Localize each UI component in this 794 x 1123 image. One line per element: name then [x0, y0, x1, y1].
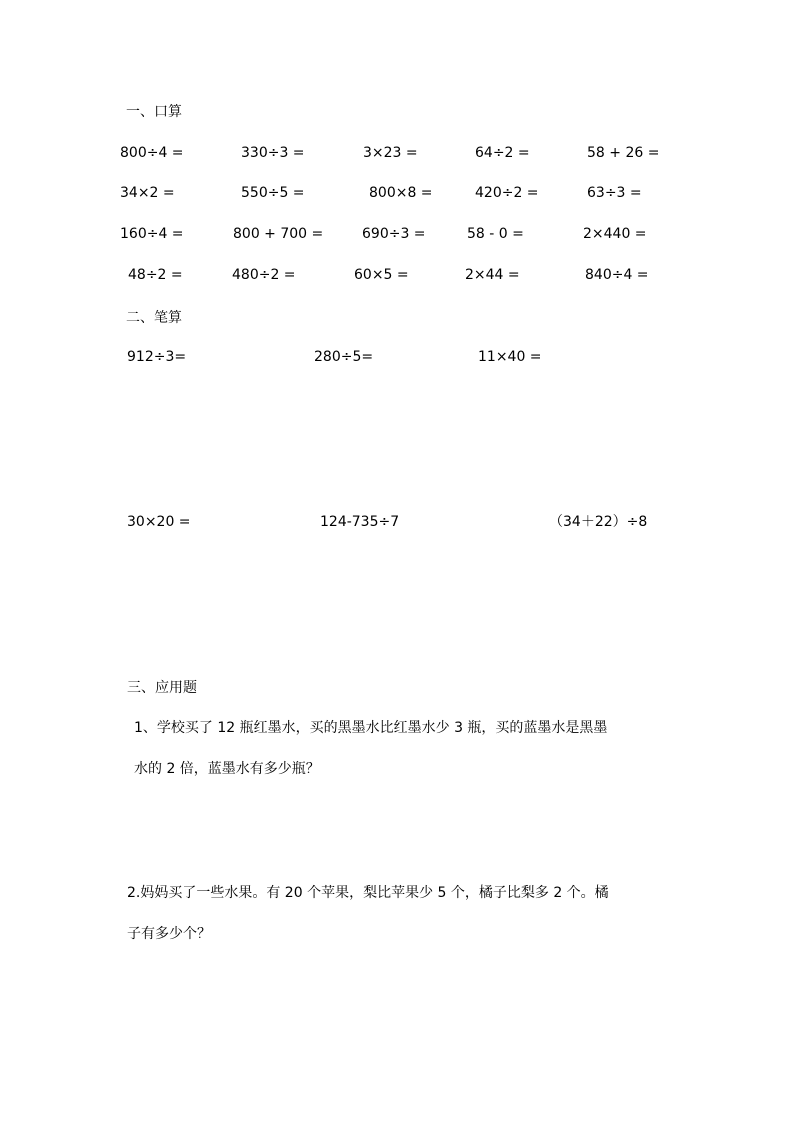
- oral-problem: 48÷2 =: [128, 267, 183, 283]
- oral-problem: 3×23 =: [363, 145, 418, 161]
- word-problem-2-line-2: 子有多少个？: [127, 926, 211, 942]
- oral-problem: 58 + 26 =: [587, 145, 660, 161]
- section-heading-written: 二、笔算: [126, 310, 182, 326]
- written-problem: 30×20 =: [127, 514, 191, 530]
- oral-problem: 2×440 =: [583, 226, 647, 242]
- written-problem: 11×40 =: [478, 349, 542, 365]
- written-problem: 912÷3=: [127, 349, 187, 365]
- oral-problem: 58 - 0 =: [467, 226, 524, 242]
- oral-problem: 690÷3 =: [362, 226, 426, 242]
- word-problem-1-line-1: 1、学校买了 12 瓶红墨水，买的黑墨水比红墨水少 3 瓶，买的蓝墨水是黑墨: [134, 720, 608, 736]
- written-problem: （34＋22）÷8: [549, 514, 648, 530]
- written-problem: 124-735÷7: [320, 514, 400, 530]
- oral-problem: 800÷4 =: [120, 145, 184, 161]
- written-problem: 280÷5=: [314, 349, 374, 365]
- oral-problem: 480÷2 =: [232, 267, 296, 283]
- section-heading-oral: 一、口算: [126, 104, 182, 120]
- oral-problem: 330÷3 =: [241, 145, 305, 161]
- oral-problem: 800 + 700 =: [233, 226, 324, 242]
- section-heading-word-problems: 三、应用题: [127, 680, 197, 696]
- word-problem-1-line-2: 水的 2 倍，蓝墨水有多少瓶？: [134, 761, 320, 777]
- oral-problem: 420÷2 =: [475, 185, 539, 201]
- oral-problem: 550÷5 =: [241, 185, 305, 201]
- oral-problem: 63÷3 =: [587, 185, 642, 201]
- word-problem-2-line-1: 2.妈妈买了一些水果。有 20 个苹果，梨比苹果少 5 个，橘子比梨多 2 个。橘: [127, 885, 609, 901]
- oral-problem: 2×44 =: [465, 267, 520, 283]
- oral-problem: 840÷4 =: [585, 267, 649, 283]
- oral-problem: 64÷2 =: [475, 145, 530, 161]
- oral-problem: 60×5 =: [354, 267, 409, 283]
- oral-problem: 160÷4 =: [120, 226, 184, 242]
- oral-problem: 800×8 =: [369, 185, 433, 201]
- oral-problem: 34×2 =: [120, 185, 175, 201]
